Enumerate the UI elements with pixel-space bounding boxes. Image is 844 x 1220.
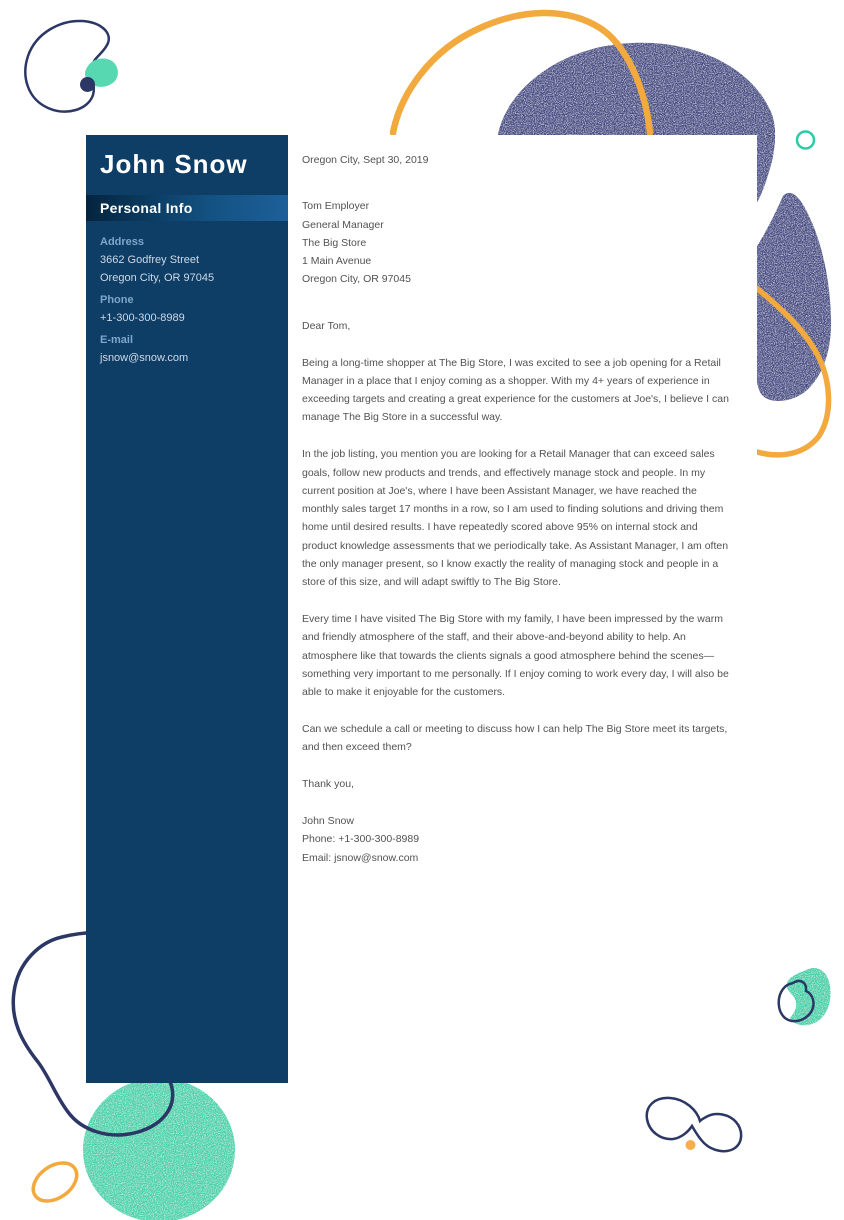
field-phone [100,291,274,327]
letter-date: Oregon City, Sept 30, 2019 [302,154,429,166]
teal-blob-bottom-left [83,1078,235,1220]
salutation: Dear Tom, [302,319,351,332]
recipient-line: 1 Main Avenue [302,255,372,268]
letter-paragraph: Can we schedule a call or meeting to discuss how I can help The Big Store meet its targets, and then exceed them? [302,723,728,754]
applicant-name: John Snow [100,149,248,179]
yellow-dot-bottom-right [686,1140,696,1150]
thank-you: Thank you, [302,778,354,791]
letter-paragraph: Every time I have visited The Big Store with my family, I have been impressed by the warm and friendly atmosphere of the staff, and their above-and-beyond ability to help. An atmosphere like that towards the clients signals a good atmosphere behind the scenes—something very important to me personally. If I enjoy coming to work every day, I will also be able to make it enjoyable for the customers. [302,613,729,699]
field-value: 3662 Godfrey Street [100,254,200,266]
personal-info-fields [86,221,288,367]
recipient-line: General Manager [302,218,384,231]
field-value: jsnow@snow.com [100,352,189,364]
field-value: Oregon City, OR 97045 [100,272,215,284]
sidebar [86,135,288,1083]
field-email [100,331,274,367]
signature-block [302,812,734,867]
recipient-block [302,197,734,288]
field-address [100,233,274,287]
signature-email: Email: jsnow@snow.com [302,851,419,864]
signature-name: John Snow [302,815,354,828]
recipient-line: Oregon City, OR 97045 [302,273,411,286]
document-paper [288,135,757,1083]
teal-ring-right [797,132,814,149]
letter-paragraph: In the job listing, you mention you are looking for a Retail Manager that can exceed sales goals, follow new products and trends, and effectively manage stock and people. In my current position at Joe's, where I have been Assistant Manager, we have reached the monthly sales target 17 months in a row, so I am used to finding solutions and driving them home until desired results. I have repeatedly scored above 95% on internal stock and product knowledge assessments that we periodically take. As Assistant Manager, I am often the only manager present, so I know exactly the reality of managing stock and people in a store of this size, and will adapt swiftly to The Big Store. [302,448,729,589]
yellow-oval-bottom-left [26,1155,84,1209]
letter-paragraph: Being a long-time shopper at The Big Store, I was excited to see a job opening for a Retail Manager in a place that I enjoy coming as a shopper. With my 4+ years of experience in exceeding targets and creating a great experience for the customers at Joe's, I believe I can manage The Big Store in a successful way. [302,356,729,424]
letter-body [302,151,734,867]
field-value: +1-300-300-8989 [100,312,185,324]
recipient-line: Tom Employer [302,200,370,213]
recipient-line: The Big Store [302,236,367,249]
signature-phone: Phone: +1-300-300-8989 [302,833,420,846]
personal-info-heading: Personal Info [86,195,288,221]
field-label: Address [100,236,145,248]
navy-dot-top-left [80,77,95,92]
field-label: E-mail [100,334,134,346]
field-label: Phone [100,294,134,306]
